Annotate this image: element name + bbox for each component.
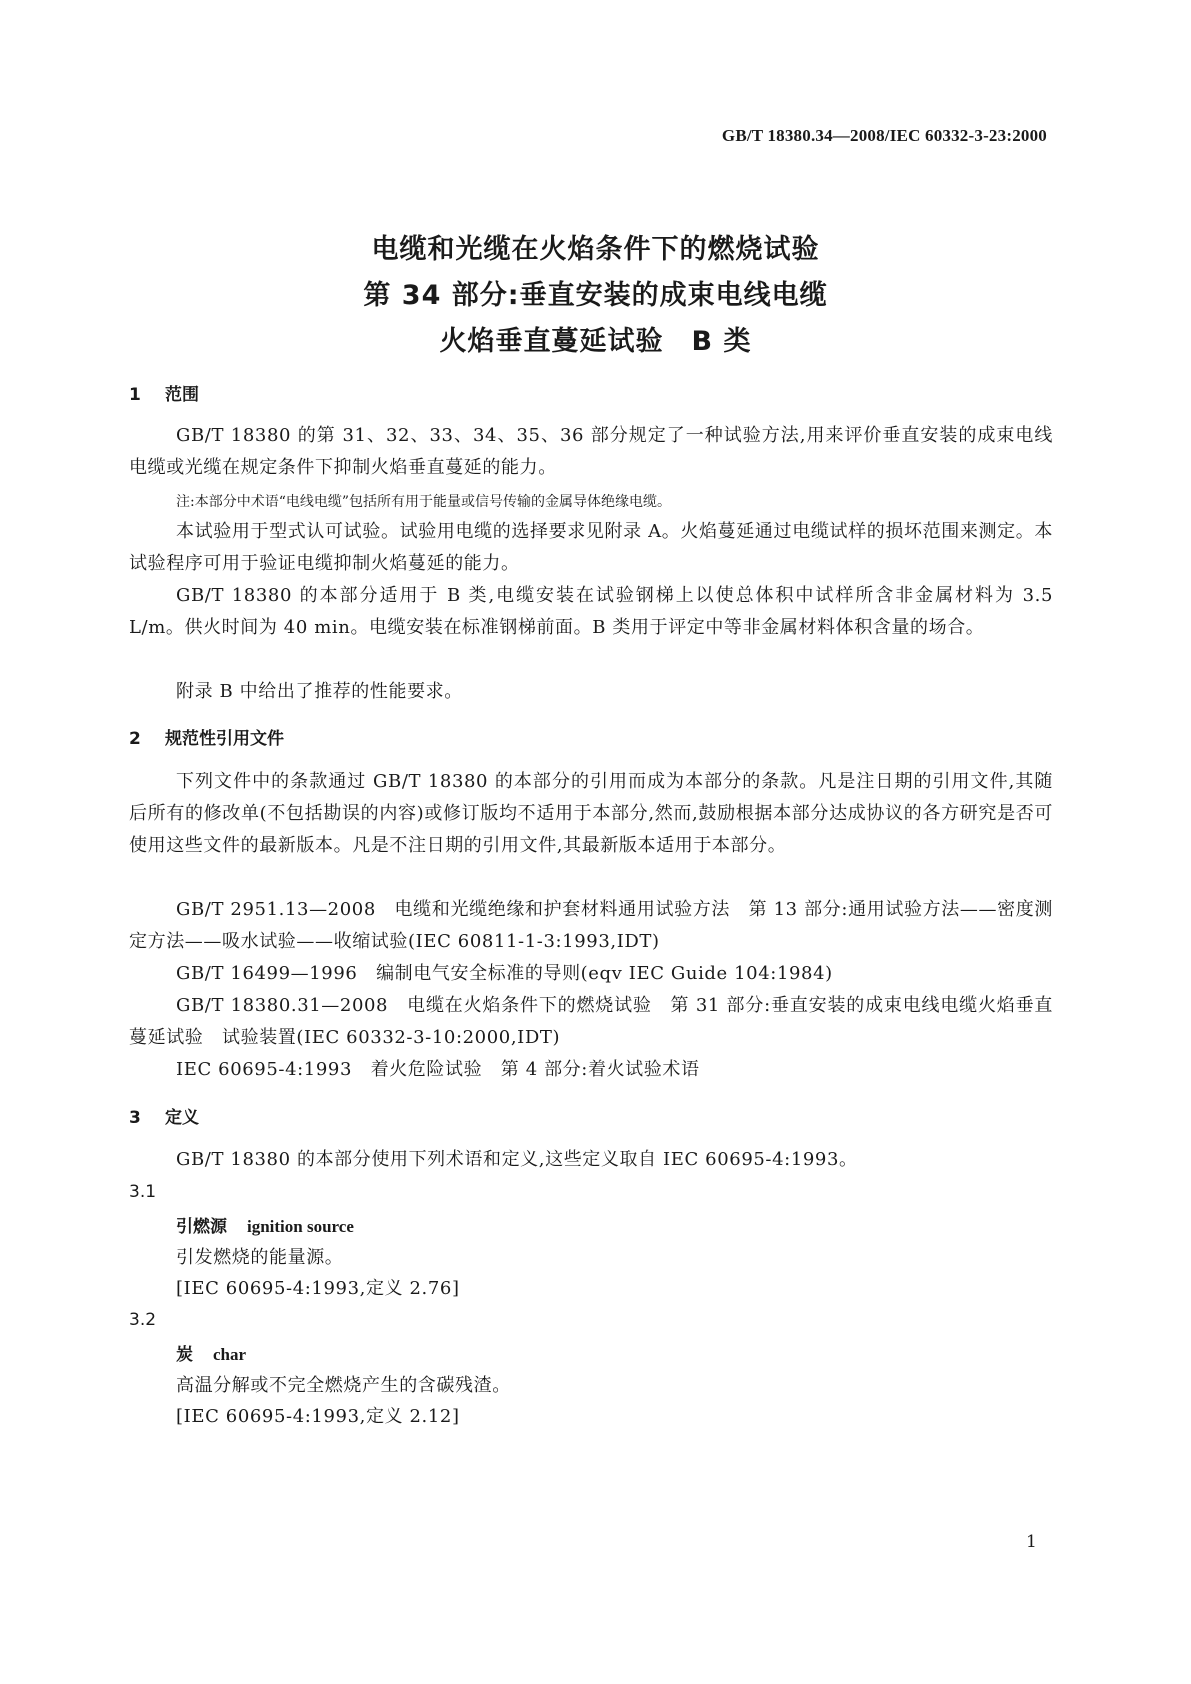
section-title: 定义: [165, 1108, 199, 1128]
section-3-paragraph-1: GB/T 18380 的本部分使用下列术语和定义,这些定义取自 IEC 60695-4:1993。: [176, 1149, 858, 1170]
section-1-heading: [129, 380, 199, 405]
clause-number: 3.1: [129, 1182, 157, 1202]
term-definition: 引发燃烧的能量源。: [176, 1247, 344, 1268]
term-definition: 高温分解或不完全燃烧产生的含碳残渣。: [176, 1375, 511, 1396]
section-2-paragraph-1: 下列文件中的条款通过 GB/T 18380 的本部分的引用而成为本部分的条款。凡是注日期的引用文件,其随后所有的修改单(不包括勘误的内容)或修订版均不适用于本部分,然而,鼓励根据本部分达成协议的各方研究是否可使用这些文件的最新版本。凡是不注日期的引用文件,其最新版本适用于本部分。: [129, 771, 1053, 856]
reference-item: GB/T 18380.31—2008 电缆在火焰条件下的燃烧试验 第 31 部分:垂直安装的成束电线电缆火焰垂直蔓延试验 试验装置(IEC 60332-3-10:2000,IDT): [129, 995, 1053, 1048]
term-source: [IEC 60695-4:1993,定义 2.12]: [176, 1406, 460, 1427]
document-title-line-1: 电缆和光缆在火焰条件下的燃烧试验: [371, 234, 820, 265]
clause-number: 3.2: [129, 1310, 157, 1330]
reference-item: GB/T 2951.13—2008 电缆和光缆绝缘和护套材料通用试验方法 第 13 部分:通用试验方法——密度测定方法——吸水试验——收缩试验(IEC 60811-1-3:1993,IDT): [129, 899, 1053, 952]
section-1-paragraph-4: 附录 B 中给出了推荐的性能要求。: [176, 681, 463, 702]
section-title: 范围: [165, 385, 199, 405]
reference-item: IEC 60695-4:1993 着火危险试验 第 4 部分:着火试验术语: [176, 1059, 700, 1080]
term-zh: 引燃源: [176, 1217, 227, 1237]
section-2-heading: [129, 724, 284, 749]
section-title: 规范性引用文件: [165, 729, 284, 749]
section-3-heading: [129, 1103, 199, 1128]
term-en: ignition source: [247, 1217, 354, 1236]
document-title-line-3: 火焰垂直蔓延试验 B 类: [439, 326, 752, 357]
term-source: [IEC 60695-4:1993,定义 2.76]: [176, 1278, 460, 1299]
term-zh: 炭: [176, 1345, 193, 1365]
page-number: 1: [1026, 1532, 1037, 1552]
term-entry: [176, 1340, 246, 1365]
term-entry: [176, 1212, 354, 1237]
section-number: 3: [129, 1108, 141, 1128]
section-1-paragraph-3: GB/T 18380 的本部分适用于 B 类,电缆安装在试验钢梯上以使总体积中试样所含非金属材料为 3.5 L/m。供火时间为 40 min。电缆安装在标准钢梯前面。B 类用于评定中等非金属材料体积含量的场合。: [129, 585, 1053, 638]
reference-item: GB/T 16499—1996 编制电气安全标准的导则(eqv IEC Guide 104:1984): [176, 963, 833, 984]
section-1-paragraph-1: GB/T 18380 的第 31、32、33、34、35、36 部分规定了一种试验方法,用来评价垂直安装的成束电线电缆或光缆在规定条件下抑制火焰垂直蔓延的能力。: [129, 425, 1053, 478]
document-title-line-2: 第 34 部分:垂直安装的成束电线电缆: [363, 280, 828, 311]
section-number: 2: [129, 729, 141, 749]
section-1-paragraph-2: 本试验用于型式认可试验。试验用电缆的选择要求见附录 A。火焰蔓延通过电缆试样的损坏范围来测定。本试验程序可用于验证电缆抑制火焰蔓延的能力。: [129, 521, 1053, 574]
section-number: 1: [129, 385, 141, 405]
term-en: char: [213, 1345, 247, 1364]
standard-id: GB/T 18380.34—2008/IEC 60332-3-23:2000: [721, 126, 1047, 145]
section-1-note: 注:本部分中术语“电线电缆”包括所有用于能量或信号传输的金属导体绝缘电缆。: [176, 494, 672, 510]
